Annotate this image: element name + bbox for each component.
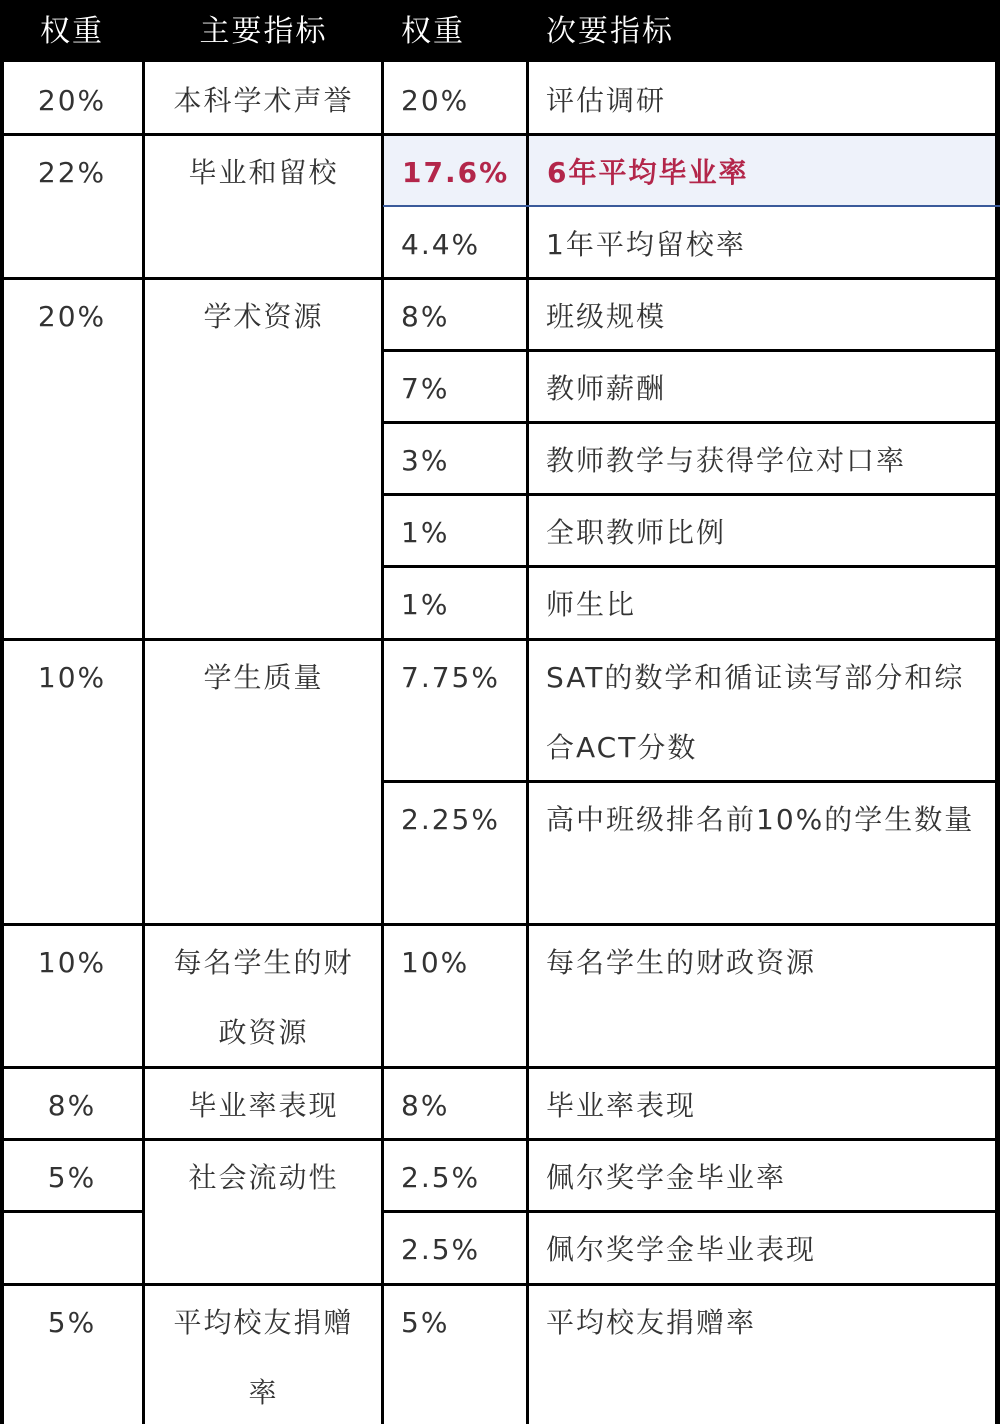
sub-weight-cell: 1% <box>401 516 450 549</box>
sub-weight-cell: 20% <box>401 84 470 117</box>
sub-indicator-cell: 1年平均留校率 <box>546 228 746 261</box>
row-border <box>383 421 1000 424</box>
sub-indicator-cell: 佩尔奖学金毕业表现 <box>546 1233 817 1266</box>
sub-indicator-cell: 教师教学与获得学位对口率 <box>546 444 907 477</box>
sub-weight-cell: 8% <box>401 1089 450 1122</box>
sub-weight-cell: 2.5% <box>401 1233 481 1266</box>
border-col-1 <box>142 62 145 1424</box>
sub-weight-cell: 7% <box>401 372 450 405</box>
border-col-3 <box>526 62 529 1424</box>
sub-indicator-cell: 毕业率表现 <box>546 1089 697 1122</box>
header-main-indicator: 主要指标 <box>144 0 383 62</box>
sub-weight-cell-highlighted: 17.6% <box>384 136 528 206</box>
border-left <box>0 62 4 1424</box>
sub-weight-cell: 7.75% <box>401 661 500 694</box>
sub-indicator-cell: 佩尔奖学金毕业率 <box>546 1161 787 1194</box>
sub-indicator-cell: 班级规模 <box>546 300 667 333</box>
row-border <box>383 349 1000 352</box>
border-col-2 <box>381 62 384 1424</box>
main-indicator-cell: 平均校友捐赠率 <box>173 1306 354 1409</box>
main-indicator-cell: 每名学生的财政资源 <box>173 946 354 1049</box>
main-weight-cell: 8% <box>47 1089 97 1122</box>
header-sub-weight: 权重 <box>383 0 528 62</box>
sub-weight-cell: 5% <box>401 1306 450 1339</box>
main-weight-cell: 5% <box>47 1306 97 1339</box>
sub-weight-cell: 2.5% <box>401 1161 481 1194</box>
border-right <box>995 62 1000 1424</box>
main-weight-cell: 5% <box>47 1161 97 1194</box>
row-border <box>0 638 1000 641</box>
main-indicator-cell: 社会流动性 <box>188 1161 339 1194</box>
row-border <box>0 1283 1000 1286</box>
sub-indicator-cell: 每名学生的财政资源 <box>546 946 817 979</box>
main-indicator-cell: 本科学术声誉 <box>173 84 354 117</box>
sub-indicator-cell: 高中班级排名前10%的学生数量 <box>546 803 975 836</box>
main-weight-cell: 22% <box>37 156 107 189</box>
main-weight-cell: 20% <box>37 84 107 117</box>
row-border <box>383 565 1000 568</box>
header-sub-indicator: 次要指标 <box>528 0 1000 62</box>
row-border <box>0 1138 1000 1141</box>
main-indicator-cell: 学生质量 <box>203 661 324 694</box>
sub-indicator-cell: 平均校友捐赠率 <box>546 1306 757 1339</box>
main-indicator-cell: 毕业率表现 <box>188 1089 339 1122</box>
row-border <box>383 205 1000 207</box>
sub-weight-cell: 8% <box>401 300 450 333</box>
row-border <box>0 1210 144 1213</box>
sub-indicator-cell: 教师薪酬 <box>546 372 667 405</box>
sub-indicator-cell: 全职教师比例 <box>546 516 727 549</box>
main-indicator-cell: 毕业和留校 <box>188 156 339 189</box>
main-weight-cell: 10% <box>37 946 107 979</box>
sub-weight-cell: 10% <box>401 946 470 979</box>
sub-weight-cell: 2.25% <box>401 803 500 836</box>
row-border <box>0 923 1000 926</box>
row-border <box>383 780 1000 783</box>
header-main-weight: 权重 <box>0 0 144 62</box>
row-border <box>0 133 1000 136</box>
row-border <box>0 277 1000 280</box>
sub-indicator-cell: SAT的数学和循证读写部分和综合ACT分数 <box>546 661 965 764</box>
main-weight-cell: 20% <box>37 300 107 333</box>
main-weight-cell: 10% <box>37 661 107 694</box>
sub-indicator-cell: 师生比 <box>546 588 637 621</box>
row-border <box>0 1066 1000 1069</box>
sub-weight-cell: 1% <box>401 588 450 621</box>
sub-indicator-cell-highlighted: 6年平均毕业率 <box>529 136 995 206</box>
row-border <box>383 1210 1000 1213</box>
sub-indicator-cell: 评估调研 <box>546 84 667 117</box>
row-border <box>383 493 1000 496</box>
sub-weight-cell: 3% <box>401 444 450 477</box>
main-indicator-cell: 学术资源 <box>203 300 324 333</box>
sub-weight-cell: 4.4% <box>401 228 481 261</box>
